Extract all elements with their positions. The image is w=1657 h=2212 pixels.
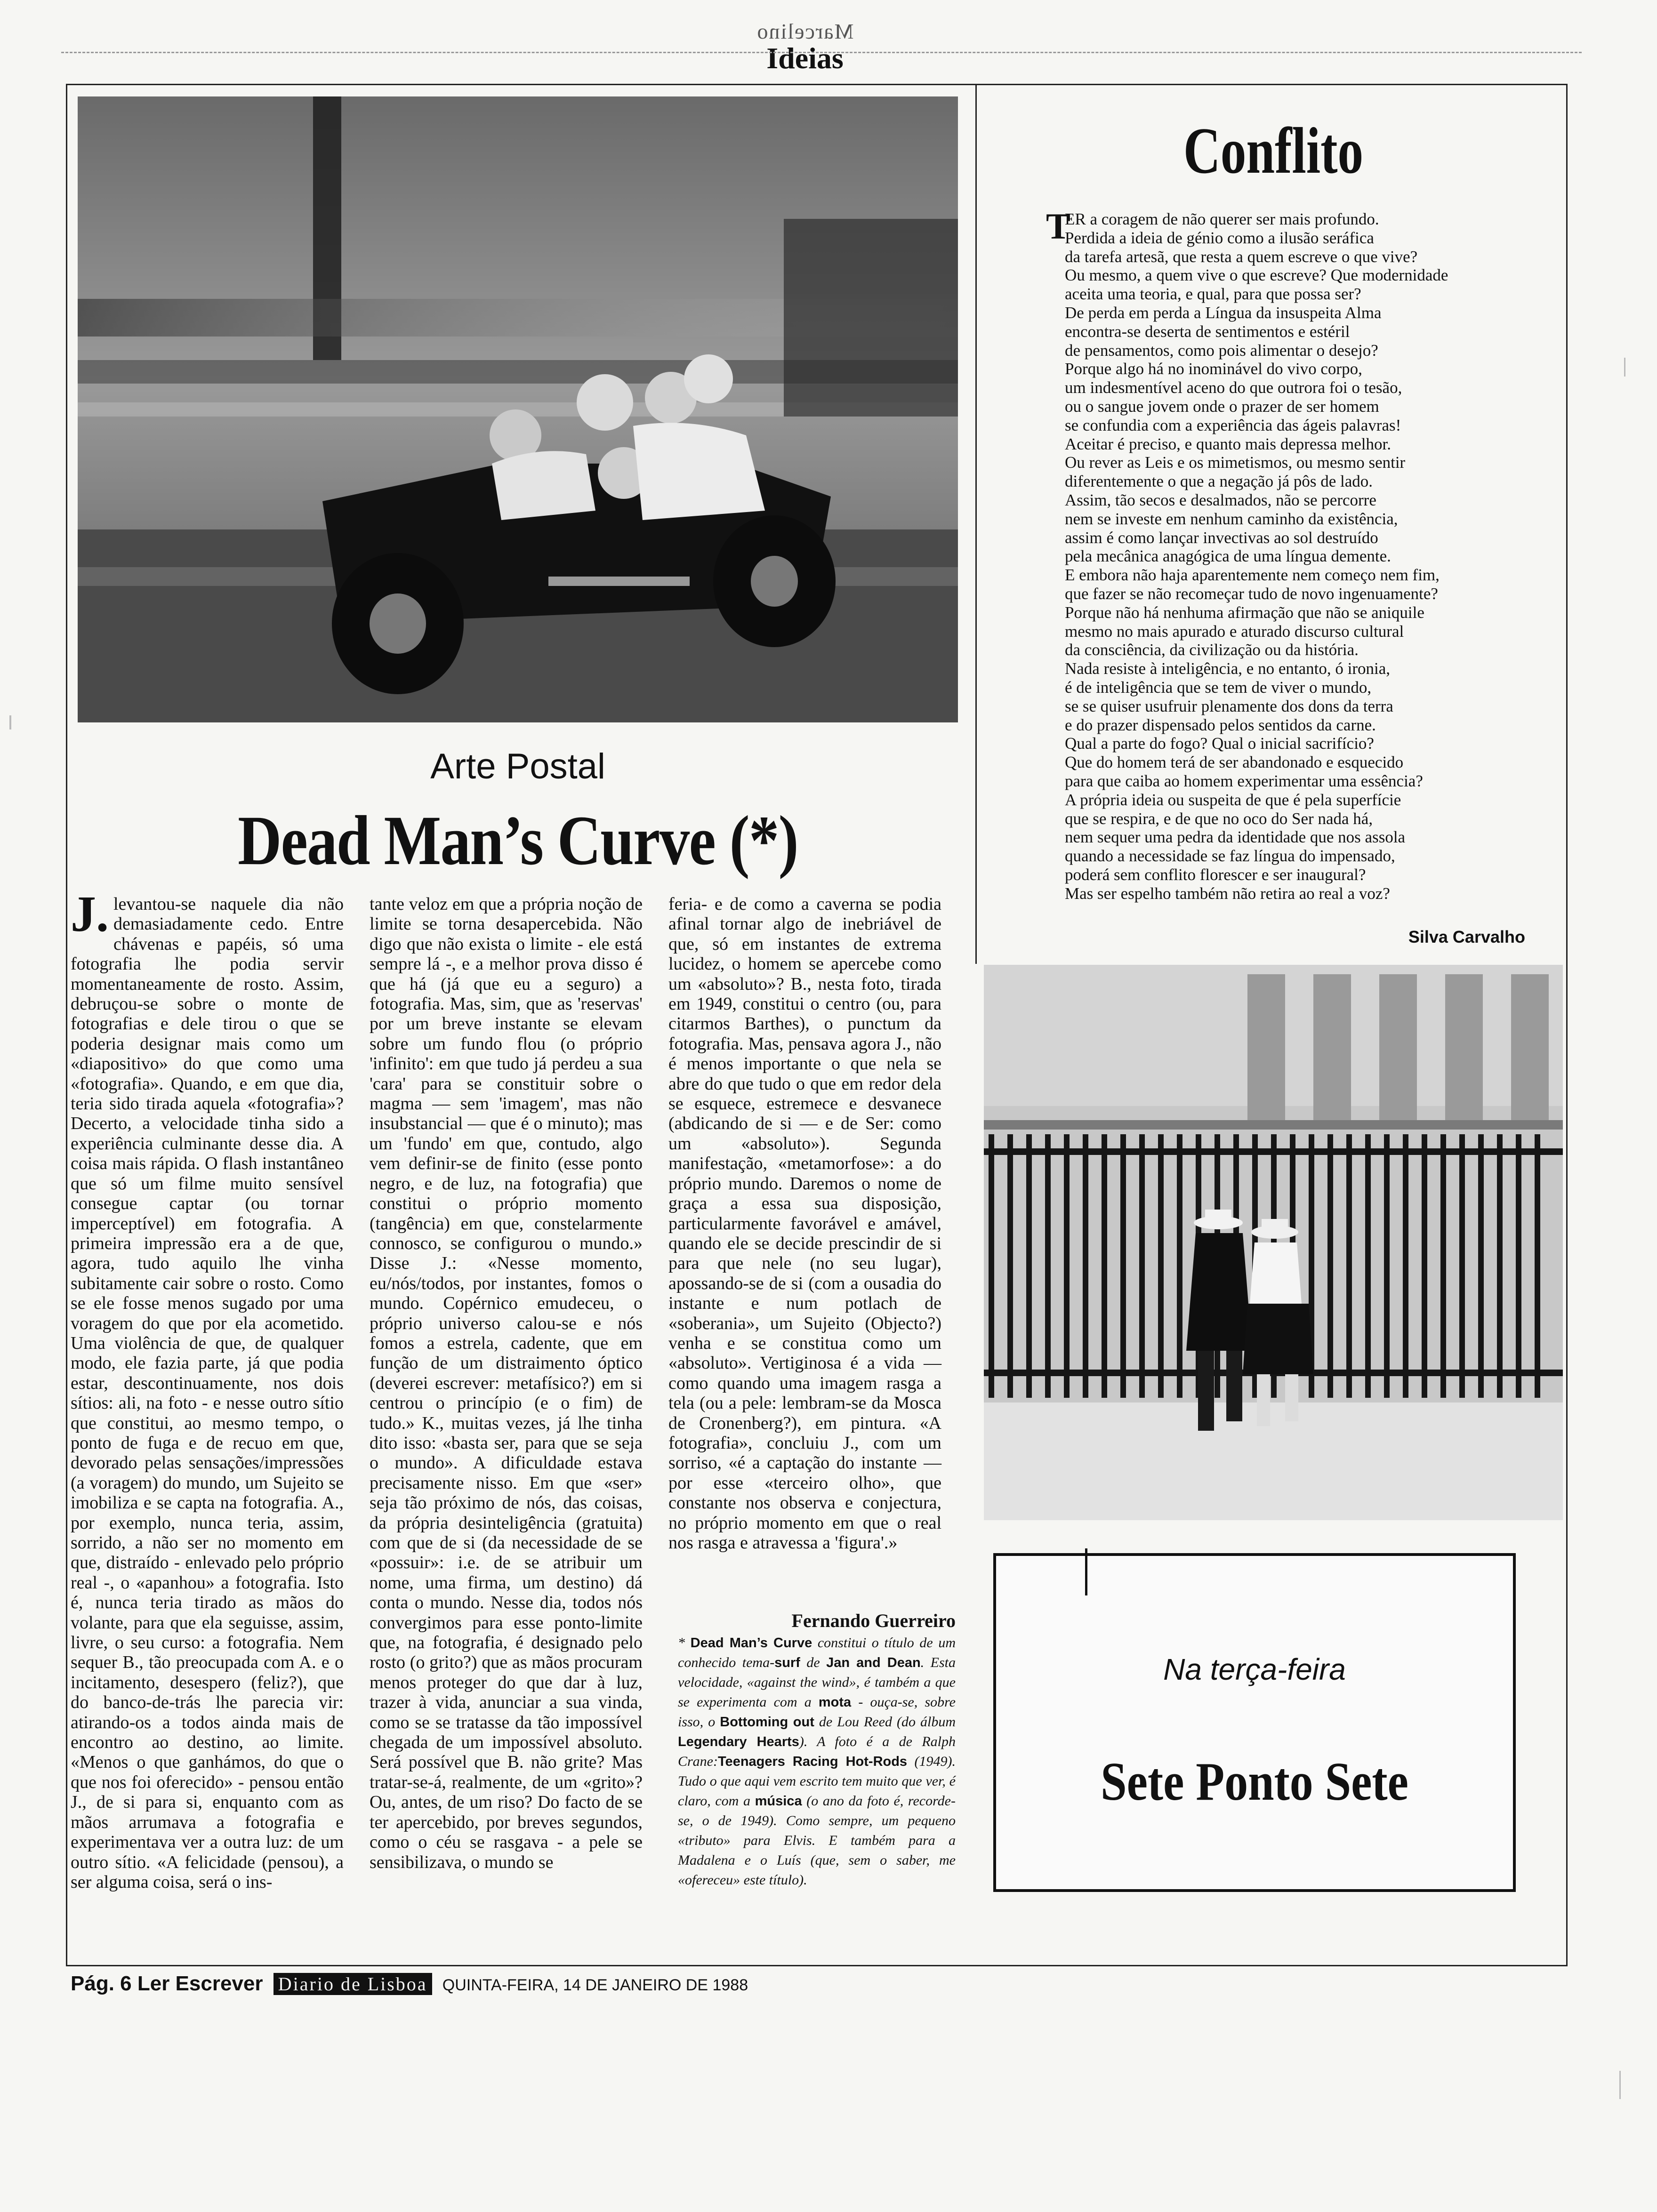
poem-line: aceita uma teoria, e qual, para que possa ser?	[1065, 285, 1361, 304]
poem-line: Perdida a ideia de génio como a ilusão seráfica	[1065, 228, 1374, 247]
footnote-mark: *	[678, 1635, 691, 1651]
footnote-mota: mota	[818, 1695, 852, 1710]
poem-line: E embora não haja aparentemente nem começo nem fim,	[1065, 566, 1440, 585]
article-headline: Dead Man’s Curve (*)	[238, 801, 798, 880]
poem-line: Ou mesmo, a quem vive o que escreve? Que modernidade	[1065, 266, 1448, 285]
footnote-text-a: constitui o título de um conhecido tema-	[678, 1635, 956, 1670]
footnote-surf: surf	[774, 1655, 800, 1670]
section-header	[734, 19, 876, 75]
article-column-2-text: tante veloz em que a própria noção de limite se torna desapercebida. Não digo que não exista o limite - ele está sempre lá -, e a melhor prova disso é que há (já que eu a seguro) a fotografia. Mas, sim, que as 'reservas' por um breve instante se elevam sobre um fundo flou (o próprio 'infinito': em que tudo já perdeu a sua 'cara' para se constituir sobre o magma — sem 'imagem', mas não insubstancial — que é o minuto); mas um 'fundo' em que, contudo, algo vem definir-se de finito (esse ponto negro, e de luz, na fotografia) que constitui o próprio momento (tangência) em que, constelarmente connosco, se configurou o mundo.» Disse J.: «Nesse momento, eu/nós/todos, por instantes, fomos o mundo. Copérnico emudeceu, o próprio universo calou-se e nós fomos a estrela, cadente, que em função de um distraimento óptico (deverei escrever: metafísico?) em si centrou o princípio (e o fim) de tudo.» K., muitas vezes, já lhe tinha dito isso: «basta ser, para que se seja o mundo». A dificuldade estava precisamente nisso. Em que «ser» seja tão próximo de nós, das coisas, da própria desinteligência (gratuita) com que de si (da necessidade de se «possuir»: i.e. de se atribuir um nome, uma firma, um destino) dá conta o mundo. Nesse dia, todos nós convergimos para esse ponto-limite que, na fotografia, é designado pelo rosto (o grito?) que as mãos procuram menos proteger do que dar à luz, trazer à vida, anunciar a sua vinda, como se se tratasse da tão impossível chegada de um impossível absoluto. Será possível que B. não grite? Mas tratar-se-á, realmente, de um «grito»? Ou, antes, de um riso? Do facto de se ter apercebido, por breves segundos, como o céu se rasgava - a pele se sensibilizava, o mundo se	[370, 894, 643, 1872]
poem-line: encontra-se deserta de sentimentos e estéril	[1065, 322, 1350, 341]
poem-dropcap: T	[1046, 206, 1071, 247]
column-divider	[975, 84, 977, 964]
footnote-musica: música	[755, 1794, 802, 1809]
poem-line: poderá sem conflito florescer e ser inaugural?	[1065, 865, 1366, 884]
poem-line: Mas ser espelho também não retira ao real a voz?	[1065, 884, 1390, 903]
poem-line: da tarefa artesã, que resta a quem escreve o que vive?	[1065, 247, 1418, 266]
footnote-song-title: Dead Man’s Curve	[690, 1635, 812, 1651]
poem-line: De perda em perda a Língua da insuspeita Alma	[1065, 303, 1382, 322]
poem-line: se se quiser usufruir plenamente dos dons da terra	[1065, 697, 1393, 715]
scan-speck	[9, 715, 11, 729]
article-column-2	[370, 894, 643, 1872]
poem-author: Silva Carvalho	[1408, 927, 1525, 946]
poem-line: ER a coragem de não querer ser mais profundo.	[1065, 210, 1379, 228]
footnote-photo-title: Teenagers Racing Hot-Rods	[718, 1754, 908, 1769]
poem-line: diferentemente o que a negação já pôs de lado.	[1065, 472, 1373, 491]
poem-line: pela mecânica anagógica de uma língua demente.	[1065, 547, 1391, 566]
poem-line: A própria ideia ou suspeita de que é pela superfície	[1065, 790, 1401, 809]
article-column-3	[668, 894, 941, 1553]
poem-line: Nada resiste à inteligência, e no entanto, ó ironia,	[1065, 659, 1390, 678]
promo-box	[993, 1553, 1516, 1892]
footnote-text-c: . Esta velocidade, «against the wind», é também a que se experimenta com a	[678, 1655, 956, 1710]
photo-teenagers-racing-hot-rods	[78, 96, 958, 722]
poem-line: é de inteligência que se tem de viver o mundo,	[1065, 678, 1372, 697]
supplement-name: Ler Escrever	[137, 1972, 263, 1995]
poem-line: Que do homem terá de ser abandonado e esquecido	[1065, 753, 1404, 772]
poem-line: de pensamentos, como pois alimentar o desejo?	[1065, 341, 1378, 360]
poem-line: Ou rever as Leis e os mimetismos, ou mesmo sentir	[1065, 453, 1406, 472]
poem-line: mesmo no mais apurado e aturado discurso cultural	[1065, 622, 1404, 641]
article-author: Fernando Guerreiro	[791, 1610, 956, 1631]
article-dropcap: J.	[71, 886, 109, 942]
page-footer	[71, 1972, 748, 1996]
poem-line: Aceitar é preciso, e quanto mais depressa melhor.	[1065, 434, 1391, 453]
footnote-text-d: - ouça-se, sobre isso, o	[678, 1694, 956, 1730]
footnote-text-f: ). A foto é a de Ralph Crane:	[678, 1734, 956, 1769]
poem-line: que fazer se não recomeçar tudo de novo ingenuamente?	[1065, 584, 1438, 603]
page-number: Pág. 6	[71, 1972, 132, 1995]
poem-line: assim é como lançar invectivas ao sol destruído	[1065, 528, 1378, 547]
poem-line: ou o sangue jovem onde o prazer de ser homem	[1065, 397, 1379, 416]
top-rule	[61, 52, 1582, 53]
footnote-text-g: (1949). Tudo o que aqui vem escrito tem muito que ver, é claro, com a	[678, 1754, 956, 1809]
article-footnote	[678, 1633, 956, 1890]
article-column-1	[71, 886, 344, 1892]
footnote-text-h: (o ano da foto é, recorde-se, o de 1949). Como sempre, um pequeno «tributo» para Elvis. E também para a Madalena e o Luís (que, sem o saber, me «ofereceu» este título).	[678, 1793, 956, 1888]
poem-line: um indesmentível aceno do que outrora foi o tesão,	[1065, 378, 1402, 397]
scan-speck	[1624, 358, 1625, 377]
poem-line: e do prazer dispensado pelos sentidos da carne.	[1065, 715, 1376, 734]
footnote-bottoming-out: Bottoming out	[720, 1715, 814, 1730]
poem-line: se confundia com a experiência das ágeis palavras!	[1065, 416, 1401, 434]
footnote-text-e: de Lou Reed (do álbum	[814, 1714, 956, 1730]
article-column-1-text: levantou-se naquele dia não demasiadamente cedo. Entre chávenas e papéis, só uma fotografia lhe podia servir momentaneamente de rosto. Assim, debruçou-se sobre o monte de fotografias e dele tirou o que se poderia designar mais como um «diapositivo» do que como uma «fotografia». Quando, e em que dia, teria sido tirada aquela «fotografia»? Decerto, a velocidade tinha sido a experiência culminante desse dia. A coisa mais rápida. O flash instantâneo que só um filme muito sensível consegue captar (ou tornar imperceptível) em fotografia. A primeira impressão era a de que, agora, tudo aquilo lhe vinha subitamente cair sobre o rosto. Como se ele fosse menos sugado por uma voragem do que por ela acometido. Uma violência de que, de qualquer modo, ele fazia parte, já que podia estar, descontinuamente, nos dois sítios: ali, na foto - e nesse outro sítio que constitui, ao mesmo tempo, o ponto de fuga e de recuo em que, devorado pelas sensações/impressões (a voragem) do mundo, um Sujeito se imobiliza e se capta na fotografia. A., por exemplo, nunca teria, assim, sorrido, a não ser no momento em que, distraído - enlevado pelo próprio real -, o «apanhou» a fotografia. Isto é, nunca teria tirado as mãos do volante, para que ela seguisse, assim, livre, o seu curso: a fotografia. Nem sequer B., tão preocupada com A. e o incitamento, desespero (feliz?), que do banco-de-trás lhe parecia vir: atirando-os a todos ainda mais de encontro ao destino, ao limite. «Menos o que ganhámos, do que o que nos foi oferecido» - pensou então J., de si para si, enquanto com as mãos arrumava a fotografia e experimentava ver a outra luz: de um outro sítio. «A felicidade (pensou), a ser alguma coisa, será o ins-	[71, 894, 344, 1892]
poem-line: Qual a parte do fogo? Qual o inicial sacrifício?	[1065, 734, 1374, 753]
section-ghost-text: Marcelino	[756, 19, 854, 43]
scan-speck	[1619, 2071, 1621, 2099]
poem-line: da consciência, da civilização ou da história.	[1065, 641, 1359, 659]
poem-line: Porque algo há no inominável do vivo corpo,	[1065, 360, 1362, 378]
photo-couple-by-fence	[984, 965, 1563, 1520]
poem-line: que se respira, e de que no oco do Ser nada há,	[1065, 809, 1373, 828]
footnote-album: Legendary Hearts	[678, 1734, 799, 1749]
poem-line: quando a necessidade se faz língua do impensado,	[1065, 847, 1395, 866]
poem-line: Assim, tão secos e desalmados, não se percorre	[1065, 490, 1376, 509]
poem-line: nem se investe em nenhum caminho da existência,	[1065, 509, 1398, 528]
section-title: Ideias	[766, 41, 844, 75]
newspaper-logo: Diario de Lisboa	[273, 1973, 432, 1995]
poem-line: Porque não há nenhuma afirmação que não se aniquile	[1065, 603, 1424, 622]
poem-body	[1046, 206, 1564, 903]
poem-line: nem sequer uma pedra da identidade que nos assola	[1065, 828, 1406, 847]
poem-title: Conflito	[1183, 114, 1364, 187]
footnote-text-b: de	[800, 1655, 827, 1670]
article-kicker: Arte Postal	[430, 746, 605, 786]
article-column-3-text: feria- e de como a caverna se podia afinal tornar algo de inebriável de que, só em instantes de extrema lucidez, o homem se apercebe como um «absoluto»? B., nesta foto, tirada em 1949, constitui o centro (ou, para citarmos Barthes), o punctum da fotografia. Mas, pensava agora J., não é menos importante o que nela se abre do que tudo o que em redor dela se esquece, estremece e desvanece (abdicando de si — e de Ser: como um «absoluto»). Segunda manifestação, «metamorfose»: a do próprio mundo. Daremos o nome de graça a essa sua disposição, particularmente favorável e amável, quando ele se decide prescindir de si para que nele (no seu lugar), apossando-se de si (com a ousadia do instante e num potlach de «soberania», um Sujeito (Objecto?) venha e se constitua como um «absoluto». Vertiginosa é a vida — como quando uma imagem rasga a tela (ou a pele: lembram-se da Mosca de Cronenberg?), em pintura. «A fotografia», concluiu J., com um sorriso, «é a captação do instante — por esse «terceiro olho», que constante nos observa e conjectura, no próprio momento em que o real nos rasga e atravessa a 'figura'.»	[668, 894, 941, 1553]
promo-kicker: Na terça-feira	[1163, 1652, 1346, 1686]
publication-date: QUINTA-FEIRA, 14 DE JANEIRO DE 1988	[442, 1976, 748, 1994]
promo-box-notch	[1085, 1548, 1087, 1595]
footnote-artists: Jan and Dean	[826, 1655, 921, 1670]
poem-line: para que caiba ao homem experimentar uma essência?	[1065, 771, 1423, 790]
promo-title: Sete Ponto Sete	[1101, 1752, 1408, 1812]
